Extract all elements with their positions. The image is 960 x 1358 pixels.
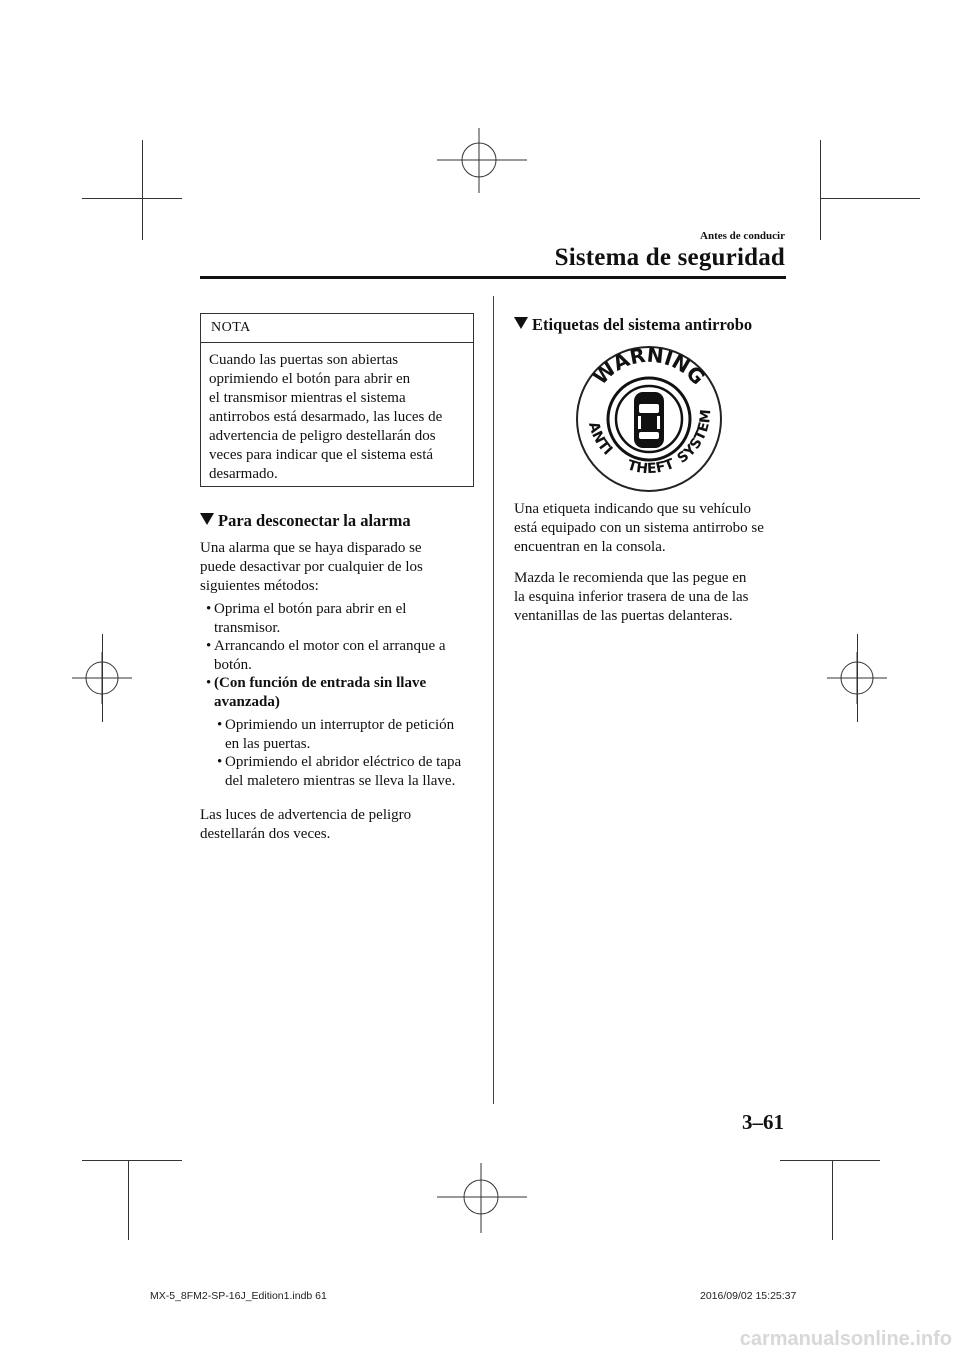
section-title-alarm [200,511,411,531]
text-line: del maletero mientras se lleva la llave. [225,773,456,789]
text-line: avanzada) [214,694,280,710]
text-line: botón. [214,657,252,673]
text-line: en las puertas. [225,736,311,752]
text-line: Arrancando el motor con el arranque a [214,638,446,654]
bullet-dot-icon: • [206,675,212,691]
labels-para-2 [514,569,748,626]
column-divider [493,296,494,1104]
triangle-bullet-icon [200,513,214,525]
alarm-intro [200,539,423,596]
text-line: Oprimiendo el abridor eléctrico de tapa [225,754,462,770]
note-line: el transmisor mientras el sistema [209,390,406,406]
note-box [200,313,474,487]
text-line: ventanillas de las puertas delanteras. [514,608,733,624]
note-line: advertencia de peligro destellarán dos [209,428,436,444]
note-line: antirrobos está desarmado, las luces de [209,409,443,425]
note-line: oprimiendo el botón para abrir en [209,371,411,387]
note-line: Cuando las puertas son abiertas [209,352,399,368]
label-word: ANTI [584,420,616,459]
list-item [206,600,407,638]
section-title-text: Para desconectar la alarma [218,511,411,530]
text-line: Mazda le recomienda que las pegue en [514,570,747,586]
text-line: Oprima el botón para abrir en el [214,601,407,617]
registration-mark-bottom-icon [437,1163,527,1233]
watermark: carmanualsonline.info [739,1328,952,1350]
note-heading: NOTA [201,314,473,343]
section-title-labels [514,315,752,335]
list-item [217,753,462,791]
bullet-dot-icon: • [206,638,212,654]
text-line: puede desactivar por cualquier de los [200,559,423,575]
registration-mark-top-icon [437,128,527,193]
text-line: la esquina inferior trasera de una de las [514,589,749,605]
triangle-bullet-icon [514,317,528,329]
text-line: está equipado con un sistema antirrobo se [514,520,764,536]
alarm-closing [200,806,411,844]
label-word: SYSTEM [674,408,715,467]
note-body [201,343,473,484]
label-top-text: WARNING [588,344,711,390]
text-line: Una alarma que se haya disparado se [200,540,422,556]
registration-mark-left-icon [72,652,132,704]
section-title-text: Etiquetas del sistema antirrobo [532,315,753,334]
text-line: Las luces de advertencia de peligro [200,807,412,823]
footer-timestamp: 2016/09/02 15:25:37 [700,1290,797,1302]
text-line: (Con función de entrada sin llave [214,675,427,691]
text-line: encuentran en la consola. [514,539,666,555]
bullet-dot-icon: • [206,601,212,617]
text-line: destellarán dos veces. [200,826,331,842]
text-line: Una etiqueta indicando que su vehículo [514,501,752,517]
list-item [217,716,455,754]
page-title: Sistema de seguridad [554,244,785,271]
list-item [206,637,446,675]
bullet-dot-icon: • [217,754,223,770]
chapter-label: Antes de conducir [700,230,785,242]
note-line: desarmado. [209,466,278,482]
text-line: transmisor. [214,620,281,636]
registration-mark-right-icon [827,652,887,704]
anti-theft-label-icon [574,344,724,494]
footer-file: MX-5_8FM2-SP-16J_Edition1.indb 61 [150,1290,327,1302]
note-line: veces para indicar que el sistema está [209,447,434,463]
bullet-dot-icon: • [217,717,223,733]
text-line: siguientes métodos: [200,578,319,594]
text-line: Oprimiendo un interruptor de petición [225,717,455,733]
label-word: THEFT [625,456,677,478]
labels-para-1 [514,500,764,557]
page-number: 3–61 [742,1110,784,1134]
header-rule [200,276,786,279]
list-item [206,674,427,712]
